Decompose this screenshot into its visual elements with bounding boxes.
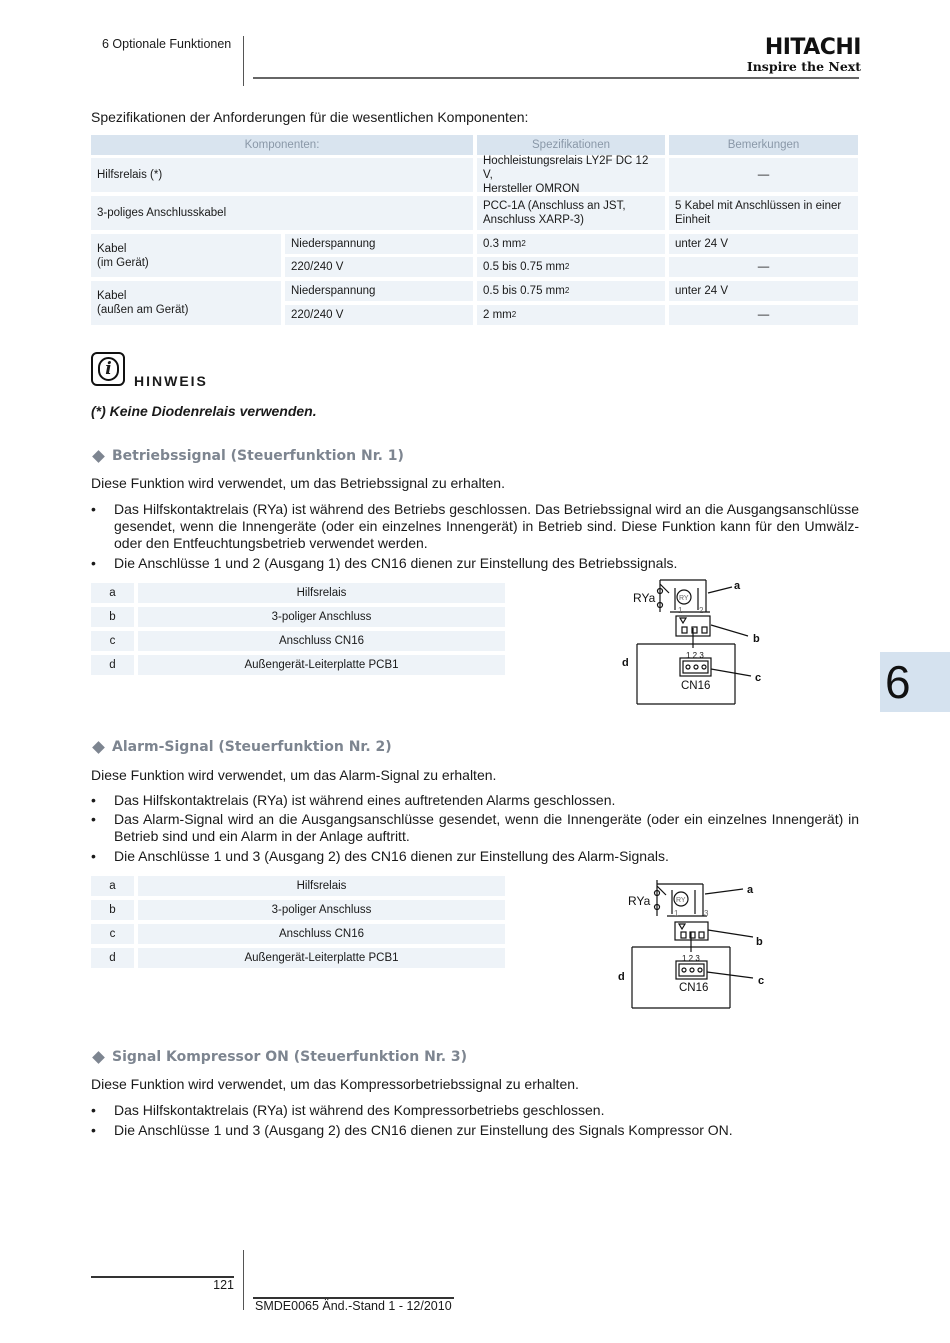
diamond-bullet-icon: [92, 450, 105, 463]
hitachi-logo: [745, 36, 861, 74]
table-cell: 220/240 V: [285, 305, 473, 325]
table-cell: Niederspannung: [285, 281, 473, 301]
wiring-diagram: [607, 872, 777, 1012]
legend-value: Anschluss CN16: [138, 631, 505, 651]
cell-line: Anschluss XARP-3): [483, 214, 584, 226]
bullet-item: [91, 1102, 859, 1119]
cell-line: 5 Kabel mit Anschlüssen in einer: [675, 200, 842, 212]
bullet-text: Die Anschlüsse 1 und 2 (Ausgang 1) des CN16 dienen zur Einstellung des Betriebssignals.: [114, 555, 678, 571]
legend-key: d: [91, 948, 134, 968]
table-cell: 220/240 V: [285, 257, 473, 277]
cell-line: Hersteller OMRON: [483, 183, 580, 195]
legend-value: Hilfsrelais: [138, 876, 505, 896]
legend-key: c: [91, 631, 134, 651]
label-c: c: [758, 975, 765, 987]
superscript: 2: [564, 286, 570, 295]
legend-value: 3-poliger Anschluss: [138, 607, 505, 627]
cell-line: PCC-1A (Anschluss an JST,: [483, 200, 626, 212]
legend-value: Außengerät-Leiterplatte PCB1: [138, 948, 505, 968]
table-cell: —: [669, 305, 858, 325]
ry-label: RY: [676, 897, 686, 904]
section-heading-text: Signal Kompressor ON (Steuerfunktion Nr. 3): [112, 1049, 468, 1065]
table-cell: unter 24 V: [669, 234, 858, 254]
document-id: SMDE0065 Änd.-Stand 1 - 12/2010: [255, 1299, 452, 1313]
ry-label: RY: [679, 595, 689, 602]
table-cell: [91, 281, 281, 325]
pins-label: 1 2 3: [686, 651, 704, 660]
label-a: a: [734, 580, 741, 592]
section-intro: Diese Funktion wird verwendet, um das Alarm-Signal zu erhalten.: [91, 767, 497, 783]
logo-tagline: Inspire the Next: [746, 59, 861, 74]
legend-key: b: [91, 607, 134, 627]
bullet-dot: •: [91, 501, 96, 517]
bullet-item: [91, 848, 859, 865]
bullet-text: Das Hilfskontaktrelais (RYa) ist während eines auftretenden Alarms geschlossen.: [114, 792, 616, 808]
legend-value: Hilfsrelais: [138, 583, 505, 603]
bullet-text: Die Anschlüsse 1 und 3 (Ausgang 2) des CN16 dienen zur Einstellung des Alarm-Signals.: [114, 848, 669, 864]
section-heading: [91, 448, 404, 464]
legend-key: c: [91, 924, 134, 944]
chapter-tab: 6: [880, 652, 950, 712]
cn16-label: CN16: [679, 982, 709, 994]
superscript: 2: [521, 239, 526, 248]
cell-line: Einheit: [675, 214, 711, 226]
chapter-title: 6 Optionale Funktionen: [102, 37, 232, 51]
cell-value: 0.5 bis 0.75 mm: [483, 285, 565, 297]
table-cell: [477, 257, 665, 277]
label-b: b: [753, 633, 760, 645]
bullet-text: Die Anschlüsse 1 und 3 (Ausgang 2) des CN16 dienen zur Einstellung des Signals Kompressor ON.: [114, 1122, 733, 1138]
bullet-dot: •: [91, 792, 96, 808]
table-cell: [477, 281, 665, 301]
section-intro: Diese Funktion wird verwendet, um das Betriebssignal zu erhalten.: [91, 475, 505, 491]
pin-label: 2: [699, 606, 704, 615]
cn16-label: CN16: [681, 680, 711, 692]
bullet-text: Das Hilfskontaktrelais (RYa) ist während des Kompressorbetriebs geschlossen.: [114, 1102, 605, 1118]
hinweis-title: HINWEIS: [134, 373, 208, 389]
legend-value: Anschluss CN16: [138, 924, 505, 944]
pin-label: 3: [704, 909, 709, 918]
hinweis-text: (*) Keine Diodenrelais verwenden.: [91, 403, 317, 419]
footer-divider: [243, 1250, 244, 1310]
legend-value: 3-poliger Anschluss: [138, 900, 505, 920]
section-heading-text: Betriebssignal (Steuerfunktion Nr. 1): [112, 448, 404, 464]
label-b: b: [756, 936, 763, 948]
superscript: 2: [564, 262, 570, 271]
diamond-bullet-icon: [92, 1051, 105, 1064]
table-cell: unter 24 V: [669, 281, 858, 301]
bullet-dot: •: [91, 811, 96, 827]
page-number: 121: [213, 1278, 234, 1292]
label-d: d: [622, 657, 629, 669]
bullet-text: Das Alarm-Signal wird an die Ausgangsanschlüsse gesendet, wenn die Innengeräte (oder ein einzelnes Innengerät) in Betrieb sind und ein Alarm in der Anlage auftritt.: [114, 811, 859, 844]
bullet-dot: •: [91, 555, 96, 571]
logo-name: HITACHI: [764, 35, 861, 60]
cell-line: Kabel: [97, 290, 127, 302]
cell-value: 0.3 mm: [483, 238, 522, 250]
bullet-item: [91, 501, 859, 552]
bullet-dot: •: [91, 1122, 96, 1138]
header-components: Komponenten:: [91, 135, 473, 155]
pin-label: 1: [678, 606, 683, 615]
header-remarks: Bemerkungen: [669, 135, 858, 155]
cell-line: Kabel: [97, 242, 127, 255]
header-rule: [253, 77, 859, 79]
label-a: a: [747, 884, 754, 896]
diamond-bullet-icon: [92, 741, 105, 754]
table-cell: [477, 305, 665, 325]
table-cell: [477, 155, 665, 195]
legend-value: Außengerät-Leiterplatte PCB1: [138, 655, 505, 675]
rya-label: RYa: [628, 894, 651, 908]
intro-text: Spezifikationen der Anforderungen für die wesentlichen Komponenten:: [91, 109, 529, 125]
legend-key: b: [91, 900, 134, 920]
bullet-item: [91, 1122, 859, 1139]
label-d: d: [618, 971, 625, 983]
legend-key: a: [91, 876, 134, 896]
cell-value: 0.5 bis 0.75 mm: [483, 261, 565, 273]
bullet-dot: •: [91, 1102, 96, 1118]
bullet-item: [91, 792, 859, 809]
bullet-text: Das Hilfskontaktrelais (RYa) ist während des Betriebs geschlossen. Das Betriebssignal wird an die Ausgangsanschlüsse gesendet, wenn die Innengeräte (oder ein einzelnes Innengerät) in Betrieb sind. Diese Funktion kann für den Umwälz- oder den Entfeuchtungsbetrieb verwendet werden.: [114, 501, 859, 551]
section-heading-text: Alarm-Signal (Steuerfunktion Nr. 2): [112, 739, 392, 755]
info-icon: i: [91, 352, 125, 386]
cell-line: (im Gerät): [97, 256, 149, 269]
section-heading: [91, 1049, 467, 1065]
cell-value: 2 mm: [483, 309, 512, 321]
table-cell: —: [669, 158, 858, 192]
table-cell: Hilfsrelais (*): [91, 158, 473, 192]
table-cell: [477, 196, 665, 230]
table-cell: 3-poliges Anschlusskabel: [91, 196, 473, 230]
header-divider: [243, 36, 244, 86]
pins-label: 1 2 3: [682, 954, 700, 963]
section-intro: Diese Funktion wird verwendet, um das Kompressorbetriebssignal zu erhalten.: [91, 1076, 579, 1092]
header-specs: Spezifikationen: [477, 135, 665, 155]
superscript: 2: [511, 310, 517, 319]
table-cell: [477, 234, 665, 254]
cell-line: Hochleistungsrelais LY2F DC 12 V,: [483, 155, 649, 181]
wiring-diagram: [610, 570, 780, 710]
legend-key: a: [91, 583, 134, 603]
table-cell: —: [669, 257, 858, 277]
label-c: c: [755, 672, 762, 684]
table-cell: Niederspannung: [285, 234, 473, 254]
pin-label: 1: [674, 909, 679, 918]
table-cell: [669, 196, 858, 230]
rya-label: RYa: [633, 591, 656, 605]
bullet-dot: •: [91, 848, 96, 864]
bullet-item: [91, 811, 859, 845]
legend-key: d: [91, 655, 134, 675]
section-heading: [91, 739, 392, 755]
table-cell: [91, 234, 281, 277]
cell-line: (außen am Gerät): [97, 304, 189, 316]
